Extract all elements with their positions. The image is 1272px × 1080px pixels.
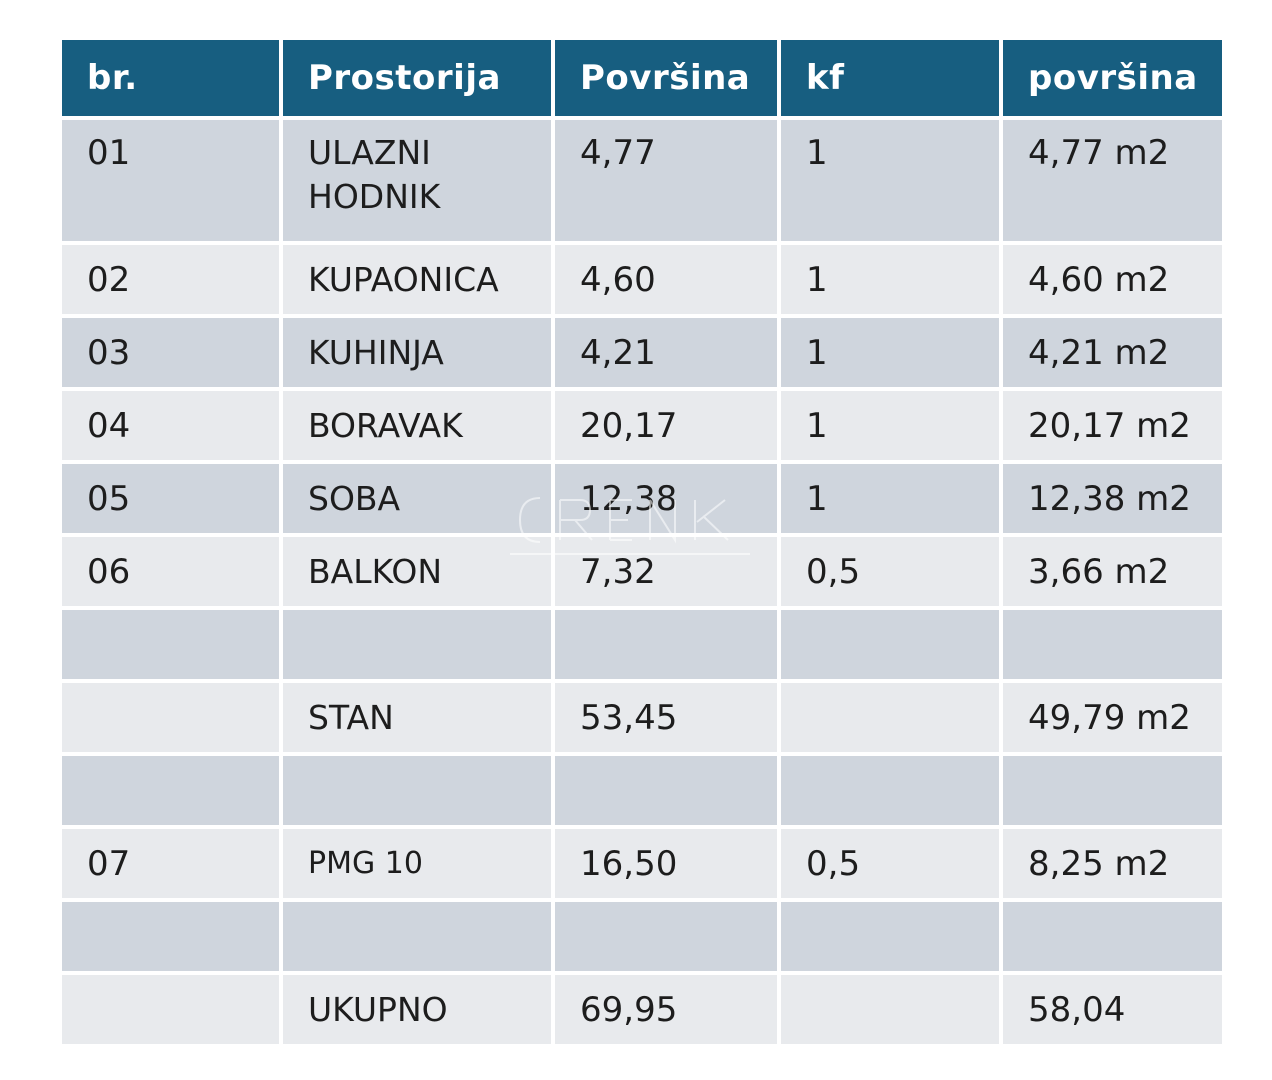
cell-povrsina: 7,32 (555, 537, 777, 606)
cell-br (62, 902, 279, 971)
cell-povrsina: 16,50 (555, 829, 777, 898)
table-header-row (62, 40, 1222, 116)
cell-povrsina (555, 756, 777, 825)
cell-povrsina-effective (1003, 610, 1222, 679)
cell-povrsina: 4,60 (555, 245, 777, 314)
cell-povrsina-effective (1003, 756, 1222, 825)
cell-povrsina-effective: 3,66 m2 (1003, 537, 1222, 606)
cell-prostorija: KUPAONICA (283, 245, 551, 314)
cell-povrsina: 4,21 (555, 318, 777, 387)
cell-povrsina (555, 902, 777, 971)
cell-prostorija: PMG 10 (283, 829, 551, 898)
cell-kf: 1 (781, 464, 999, 533)
cell-povrsina-effective: 49,79 m2 (1003, 683, 1222, 752)
cell-kf: 1 (781, 318, 999, 387)
cell-kf (781, 610, 999, 679)
cell-povrsina-effective: 20,17 m2 (1003, 391, 1222, 460)
cell-kf: 1 (781, 120, 999, 241)
table-row (62, 537, 1222, 606)
cell-br (62, 610, 279, 679)
header-povrsina: Površina (555, 40, 777, 116)
cell-prostorija: KUHINJA (283, 318, 551, 387)
header-povrsina-effective: površina (1003, 40, 1222, 116)
table-row (62, 120, 1222, 241)
cell-br: 05 (62, 464, 279, 533)
cell-povrsina-effective: 4,21 m2 (1003, 318, 1222, 387)
cell-prostorija: UKUPNO (283, 975, 551, 1044)
cell-povrsina: 69,95 (555, 975, 777, 1044)
cell-povrsina-effective: 12,38 m2 (1003, 464, 1222, 533)
cell-prostorija (283, 902, 551, 971)
table-row (62, 245, 1222, 314)
table-row-empty (62, 756, 1222, 825)
cell-kf (781, 902, 999, 971)
cell-br: 06 (62, 537, 279, 606)
table-row-empty (62, 902, 1222, 971)
cell-prostorija (283, 756, 551, 825)
table-row (62, 464, 1222, 533)
table-row (62, 391, 1222, 460)
cell-br: 01 (62, 120, 279, 241)
cell-povrsina: 12,38 (555, 464, 777, 533)
cell-prostorija: ULAZNI HODNIK (283, 120, 551, 241)
cell-kf: 1 (781, 391, 999, 460)
cell-br: 03 (62, 318, 279, 387)
cell-br (62, 756, 279, 825)
cell-prostorija: SOBA (283, 464, 551, 533)
table-row (62, 829, 1222, 898)
cell-kf (781, 683, 999, 752)
cell-prostorija: BALKON (283, 537, 551, 606)
cell-br: 07 (62, 829, 279, 898)
cell-povrsina: 4,77 (555, 120, 777, 241)
table-row-subtotal (62, 683, 1222, 752)
cell-povrsina (555, 610, 777, 679)
cell-br (62, 683, 279, 752)
cell-povrsina-effective: 4,77 m2 (1003, 120, 1222, 241)
cell-kf (781, 756, 999, 825)
cell-br (62, 975, 279, 1044)
header-prostorija: Prostorija (283, 40, 551, 116)
cell-kf (781, 975, 999, 1044)
table-row (62, 318, 1222, 387)
table-row-empty (62, 610, 1222, 679)
cell-povrsina-effective: 4,60 m2 (1003, 245, 1222, 314)
cell-kf: 0,5 (781, 829, 999, 898)
area-table-container (62, 40, 1222, 1044)
header-br: br. (62, 40, 279, 116)
cell-br: 04 (62, 391, 279, 460)
area-table (58, 36, 1226, 1048)
cell-povrsina-effective: 58,04 (1003, 975, 1222, 1044)
cell-kf: 0,5 (781, 537, 999, 606)
cell-povrsina: 20,17 (555, 391, 777, 460)
cell-prostorija: BORAVAK (283, 391, 551, 460)
cell-br: 02 (62, 245, 279, 314)
cell-prostorija (283, 610, 551, 679)
cell-povrsina: 53,45 (555, 683, 777, 752)
cell-kf: 1 (781, 245, 999, 314)
cell-povrsina-effective (1003, 902, 1222, 971)
cell-prostorija: STAN (283, 683, 551, 752)
cell-povrsina-effective: 8,25 m2 (1003, 829, 1222, 898)
header-kf: kf (781, 40, 999, 116)
table-row-total (62, 975, 1222, 1044)
